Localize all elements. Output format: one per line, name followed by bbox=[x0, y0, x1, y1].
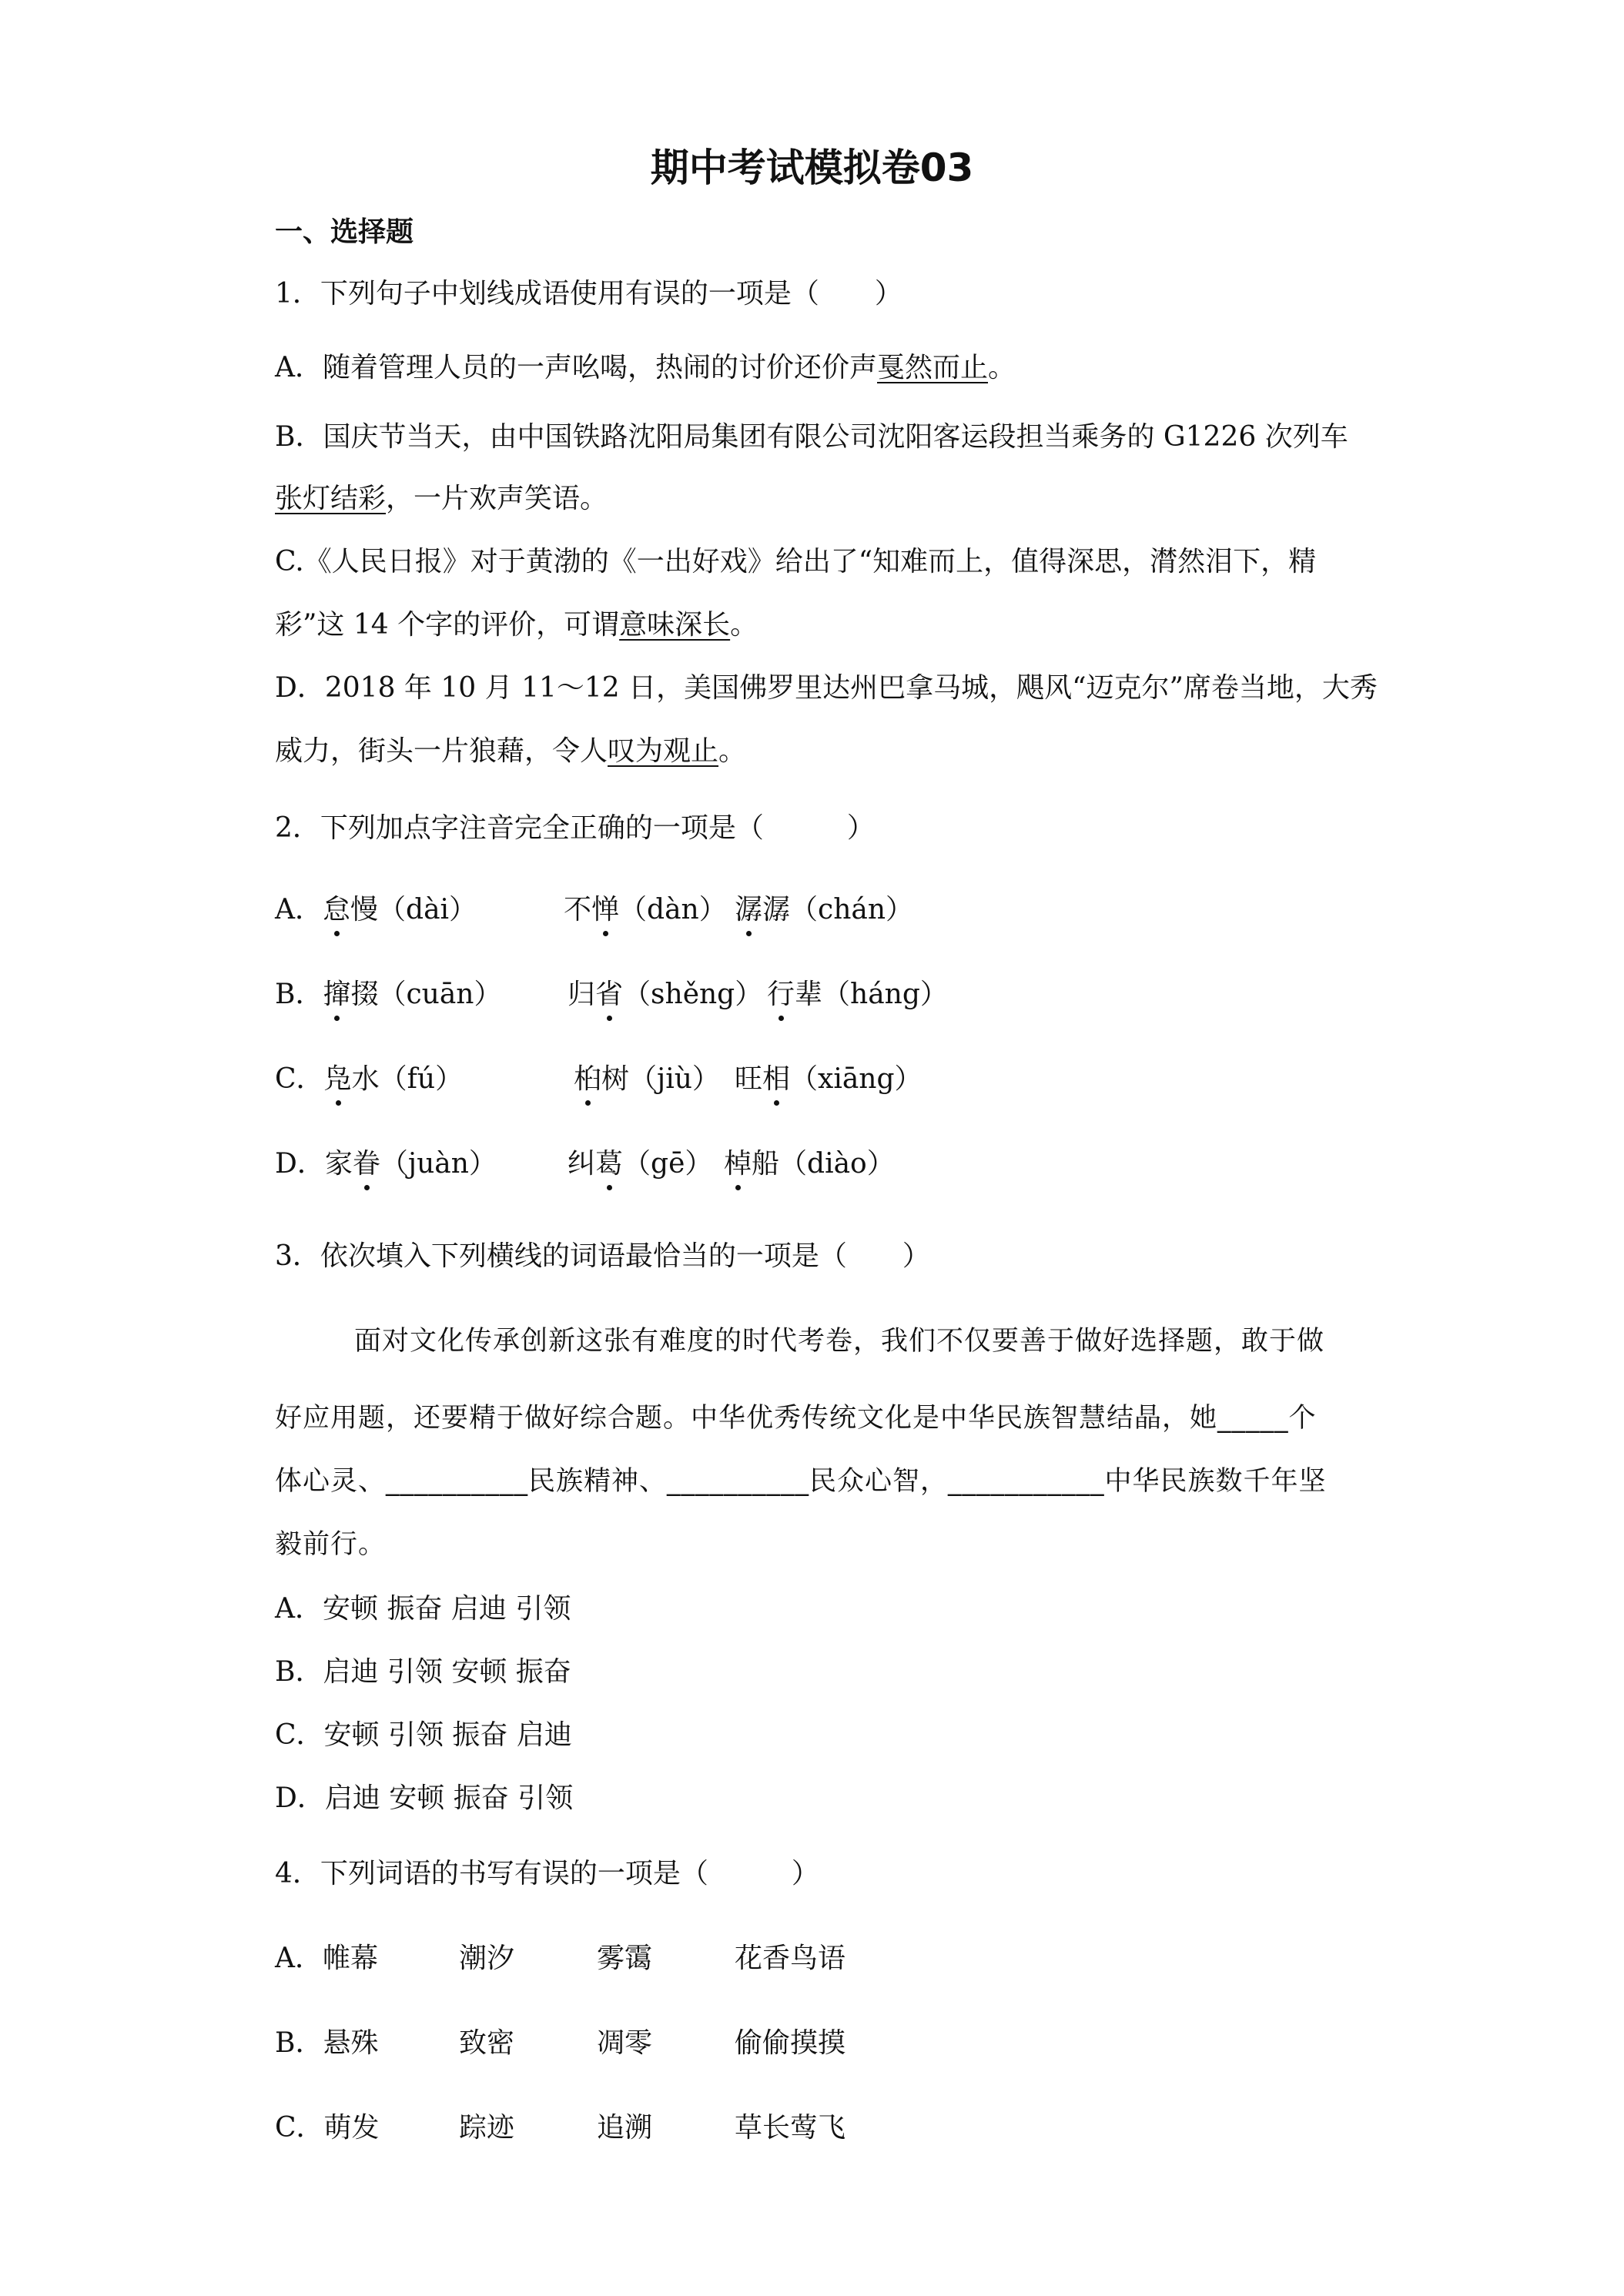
q1-option-c-line1: C.《人民日报》对于黄渤的《一出好戏》给出了“知难而上，值得深思，潸然泪下，精 bbox=[275, 546, 1317, 577]
q2-b-dotted-char-2: 省 bbox=[595, 979, 624, 1010]
q1-a-text: A．随着管理人员的一声吆喝，热闹的讨价还价声 bbox=[275, 352, 877, 383]
q2-c-char-2: 树 bbox=[601, 1063, 630, 1095]
q1-c-end: 。 bbox=[730, 609, 758, 641]
q1-option-d-line1: D．2018 年 10 月 11～12 日，美国佛罗里达州巴拿马城，飓风“迈克尔”席卷当地，大秀 bbox=[275, 672, 1378, 704]
q4-a-word-1: 帷幕 bbox=[323, 1943, 379, 1974]
q1-d-idiom: 叹为观止 bbox=[608, 735, 719, 767]
q2-c-dotted-char-2: 桕 bbox=[574, 1063, 602, 1095]
q4-a-word-4: 花香鸟语 bbox=[735, 1943, 846, 1974]
q4-c-word-2: 踪迹 bbox=[459, 2112, 515, 2144]
q2-c-pinyin-2: （jiù） bbox=[629, 1063, 720, 1095]
q1-b-end: ，一片欢声笑语。 bbox=[386, 483, 608, 514]
q1-option-b-line1: B．国庆节当天，由中国铁路沈阳局集团有限公司沈阳客运段担当乘务的 G1226 次列车 bbox=[275, 421, 1348, 453]
q1-option-d-line2 bbox=[275, 735, 746, 768]
q2-c-dotted-char-1: 凫 bbox=[323, 1063, 352, 1095]
q4-a-word-3: 雾霭 bbox=[597, 1943, 653, 1974]
q2-b-char-3: 辈 bbox=[795, 979, 823, 1010]
q4-b-word-4: 偷偷摸摸 bbox=[735, 2027, 846, 2059]
q3-option-a: A．安顿 振奋 启迪 引领 bbox=[275, 1593, 571, 1625]
q2-a-char-3: 潺 bbox=[762, 894, 791, 925]
q4-a-letter: A． bbox=[275, 1943, 323, 1974]
q2-a-pinyin-2: （dàn） bbox=[619, 894, 727, 925]
q4-b-word-1: 悬殊 bbox=[323, 2027, 379, 2059]
q2-a-dotted-char-2: 惮 bbox=[591, 894, 620, 925]
q4-stem: 4．下列词语的书写有误的一项是（ ） bbox=[275, 1858, 819, 1889]
q2-c-char-3: 旺 bbox=[735, 1063, 763, 1095]
q2-d-char-3: 船 bbox=[752, 1148, 780, 1180]
q1-d-text: 威力，街头一片狼藉，令人 bbox=[275, 735, 608, 767]
section-heading: 一、选择题 bbox=[275, 216, 414, 248]
q2-b-dotted-char-1: 撺 bbox=[323, 979, 351, 1010]
q1-b-idiom: 张灯结彩 bbox=[275, 483, 387, 514]
q2-b-char-2: 归 bbox=[568, 979, 596, 1010]
q1-option-a bbox=[275, 351, 1016, 385]
q2-c-letter: C． bbox=[275, 1063, 324, 1095]
q2-d-dotted-char-3: 棹 bbox=[724, 1148, 752, 1180]
q4-c-word-4: 草长莺飞 bbox=[735, 2112, 846, 2144]
q2-c-dotted-char-3: 相 bbox=[762, 1063, 791, 1095]
q2-d-pinyin-2: （gē） bbox=[623, 1148, 713, 1180]
q2-d-letter: D． bbox=[275, 1148, 325, 1180]
q2-d-dotted-char-2: 葛 bbox=[595, 1148, 624, 1180]
q3-passage-line: 体心灵、__________民族精神、__________民众心智，___________中华民族数千年坚 bbox=[275, 1466, 1327, 1497]
q2-a-char-2: 不 bbox=[564, 894, 592, 925]
q2-d-pinyin-1: （juàn） bbox=[380, 1148, 497, 1180]
q2-a-dotted-char-1: 怠 bbox=[323, 894, 351, 925]
q2-a-letter: A． bbox=[275, 894, 323, 925]
q4-c-word-1: 萌发 bbox=[323, 2112, 380, 2144]
q2-d-char-1: 家 bbox=[324, 1148, 353, 1180]
q2-b-char-1: 掇 bbox=[350, 979, 379, 1010]
q1-a-idiom: 戛然而止 bbox=[877, 352, 989, 383]
q1-option-b-line2 bbox=[275, 482, 608, 516]
q2-a-pinyin-3: （chán） bbox=[790, 894, 914, 925]
q3-option-d: D．启迪 安顿 振奋 引领 bbox=[275, 1782, 574, 1814]
q2-c-char-1: 水 bbox=[351, 1063, 380, 1095]
q1-c-idiom: 意味深长 bbox=[619, 609, 731, 641]
q2-d-pinyin-3: （diào） bbox=[779, 1148, 895, 1180]
q4-c-word-3: 追溯 bbox=[597, 2112, 653, 2144]
q1-stem: 1．下列句子中划线成语使用有误的一项是（ ） bbox=[275, 278, 902, 310]
q4-b-letter: B． bbox=[275, 2027, 323, 2059]
q1-option-c-line2 bbox=[275, 608, 758, 642]
q1-a-end: 。 bbox=[988, 352, 1016, 383]
q2-c-pinyin-3: （xiāng） bbox=[790, 1063, 922, 1095]
q3-passage-line: 好应用题，还要精于做好综合题。中华优秀传统文化是中华民族智慧结晶，她_____个 bbox=[275, 1403, 1317, 1434]
q2-a-dotted-char-3: 潺 bbox=[735, 894, 763, 925]
q2-a-pinyin-1: （dài） bbox=[378, 894, 477, 925]
q2-b-pinyin-3: （háng） bbox=[822, 979, 948, 1010]
q2-b-pinyin-1: （cuān） bbox=[378, 979, 502, 1010]
q4-c-letter: C． bbox=[275, 2112, 324, 2144]
q4-b-word-2: 致密 bbox=[459, 2027, 515, 2059]
q2-d-dotted-char-1: 眷 bbox=[352, 1148, 380, 1180]
q4-b-word-3: 凋零 bbox=[597, 2027, 653, 2059]
q3-passage-line: 面对文化传承创新这张有难度的时代考卷，我们不仅要善于做好选择题，敢于做 bbox=[354, 1326, 1325, 1357]
q2-b-pinyin-2: （shěng） bbox=[623, 979, 763, 1010]
q2-a-char-1: 慢 bbox=[350, 894, 379, 925]
q3-option-c: C．安顿 引领 振奋 启迪 bbox=[275, 1719, 572, 1751]
q2-d-char-2: 纠 bbox=[568, 1148, 596, 1180]
q3-option-b: B．启迪 引领 安顿 振奋 bbox=[275, 1656, 571, 1688]
q3-stem: 3．依次填入下列横线的词语最恰当的一项是（ ） bbox=[275, 1240, 930, 1272]
q1-c-text: 彩”这 14 个字的评价，可谓 bbox=[275, 609, 620, 641]
page-title: 期中考试模拟卷03 bbox=[650, 146, 974, 190]
q2-b-dotted-char-3: 行 bbox=[767, 979, 795, 1010]
q2-c-pinyin-1: （fú） bbox=[379, 1063, 464, 1095]
q4-a-word-2: 潮汐 bbox=[459, 1943, 515, 1974]
q1-d-end: 。 bbox=[718, 735, 747, 767]
q2-stem: 2．下列加点字注音完全正确的一项是（ ） bbox=[275, 812, 875, 844]
q2-b-letter: B． bbox=[275, 979, 323, 1010]
q3-passage-line: 毅前行。 bbox=[275, 1529, 387, 1560]
